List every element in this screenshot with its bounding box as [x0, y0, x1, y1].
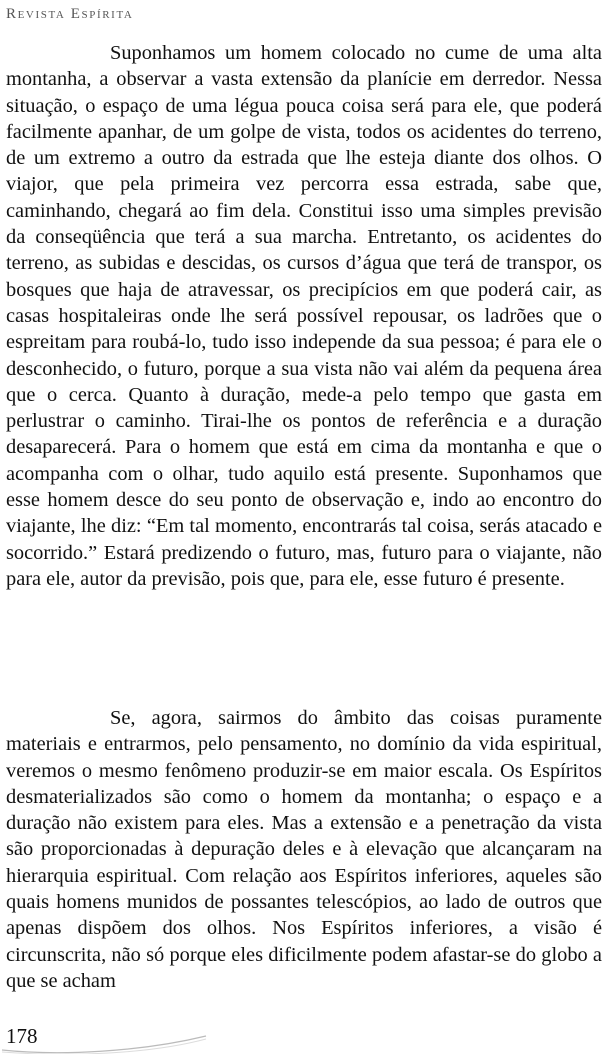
running-header: Revista Espírita — [6, 6, 134, 22]
body-paragraph-1: Suponhamos um homem colocado no cume de uma alta montanha, a observar a vasta extensão da planície em derredor. Nessa situação, o espaço de uma légua pouca coisa será para ele, que poderá facilmente apanhar, de um golpe de vista, todos os acidentes do terreno, de um extremo a outro da estrada que lhe esteja diante dos olhos. O viajor, que pela primeira vez percorra essa estrada, sabe que, caminhando, chegará ao fim dela. Constitui isso uma simples previsão da conseqüência que terá a sua marcha. Entretanto, os acidentes do terreno, as subidas e descidas, os cursos d’água que terá de transpor, os bosques que haja de atravessar, os precipícios em que poderá cair, as casas hospitaleiras onde lhe será possível repousar, os ladrões que o espreitam para roubá-lo, tudo isso independe da sua pessoa; é para ele o desconhecido, o futuro, porque a sua vista não vai além da pequena área que o cerca. Quanto à duração, mede-a pelo tempo que gasta em perlustrar o caminho. Tirai-lhe os pontos de referência e a duração desaparecerá. Para o homem que está em cima da montanha e que o acompanha com o olhar, tudo aquilo está presente. Suponhamos que esse homem desce do seu ponto de observação e, indo ao encontro do viajante, lhe diz: “Em tal momento, encontrarás tal coisa, serás atacado e socorrido.” Estará predizendo o futuro, mas, futuro para o viajante, não para ele, autor da previsão, pois que, para ele, esse futuro é presente. — [6, 42, 602, 590]
body-paragraph-2: Se, agora, sairmos do âmbito das coisas puramente materiais e entrarmos, pelo pensamento, no domínio da vida espiritual, veremos o mesmo fenômeno produzir-se em maior escala. Os Espíritos desmaterializados são como o homem da montanha; o espaço e a duração não existem para eles. Mas a extensão e a penetração da vista são proporcionadas à depuração deles e à elevação que alcançaram na hierarquia espiritual. Com relação aos Espíritos inferiores, aqueles são quais homens munidos de possantes telescópios, ao lado de outros que apenas dispõem dos olhos. Nos Espíritos inferiores, a visão é circunscrita, não só porque eles dificilmente podem afastar-se do globo a que se acham — [6, 707, 602, 992]
page-number: 178 — [6, 1024, 38, 1048]
